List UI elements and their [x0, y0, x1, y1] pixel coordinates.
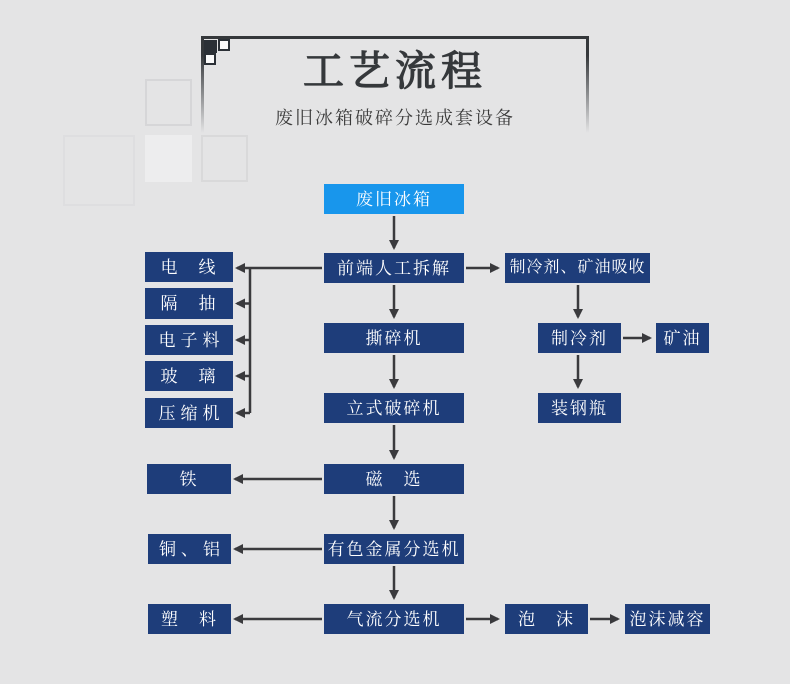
node-refrigerant: 制冷剂	[538, 323, 621, 353]
node-glass: 玻 璃	[145, 361, 233, 391]
node-steel-cylinder: 装钢瓶	[538, 393, 621, 423]
page-subtitle: 废旧冰箱破碎分选成套设备	[275, 108, 515, 129]
node-iron: 铁	[147, 464, 231, 494]
node-wire: 电 线	[145, 252, 233, 282]
node-vertical-crusher: 立式破碎机	[324, 393, 464, 423]
node-partition: 隔 抽	[145, 288, 233, 319]
title-frame-top-border	[201, 36, 589, 39]
node-manual-dismantle: 前端人工拆解	[324, 253, 464, 283]
node-air-separator: 气流分选机	[324, 604, 464, 634]
node-nonferrous-separator: 有色金属分选机	[324, 534, 464, 564]
page-title: 工艺流程	[303, 48, 487, 94]
node-shredder: 撕碎机	[324, 323, 464, 353]
node-foam: 泡 沫	[505, 604, 588, 634]
node-refrigerant-oil-absorb: 制冷剂、矿油吸收	[505, 253, 650, 283]
deco-outline-square	[145, 79, 192, 126]
deco-outline-square	[63, 135, 135, 206]
deco-filled-square	[145, 135, 192, 182]
node-plastic: 塑 料	[148, 604, 231, 634]
node-compressor: 压缩机	[145, 398, 233, 428]
node-waste-fridge: 废旧冰箱	[324, 184, 464, 214]
title-block	[201, 50, 589, 130]
deco-outline-square	[201, 135, 248, 182]
node-copper-aluminum: 铜、铝	[148, 534, 231, 564]
node-mineral-oil: 矿油	[656, 323, 709, 353]
node-magnetic-separation: 磁 选	[324, 464, 464, 494]
node-foam-reduction: 泡沫减容	[625, 604, 710, 634]
node-electronics: 电子料	[145, 325, 233, 355]
